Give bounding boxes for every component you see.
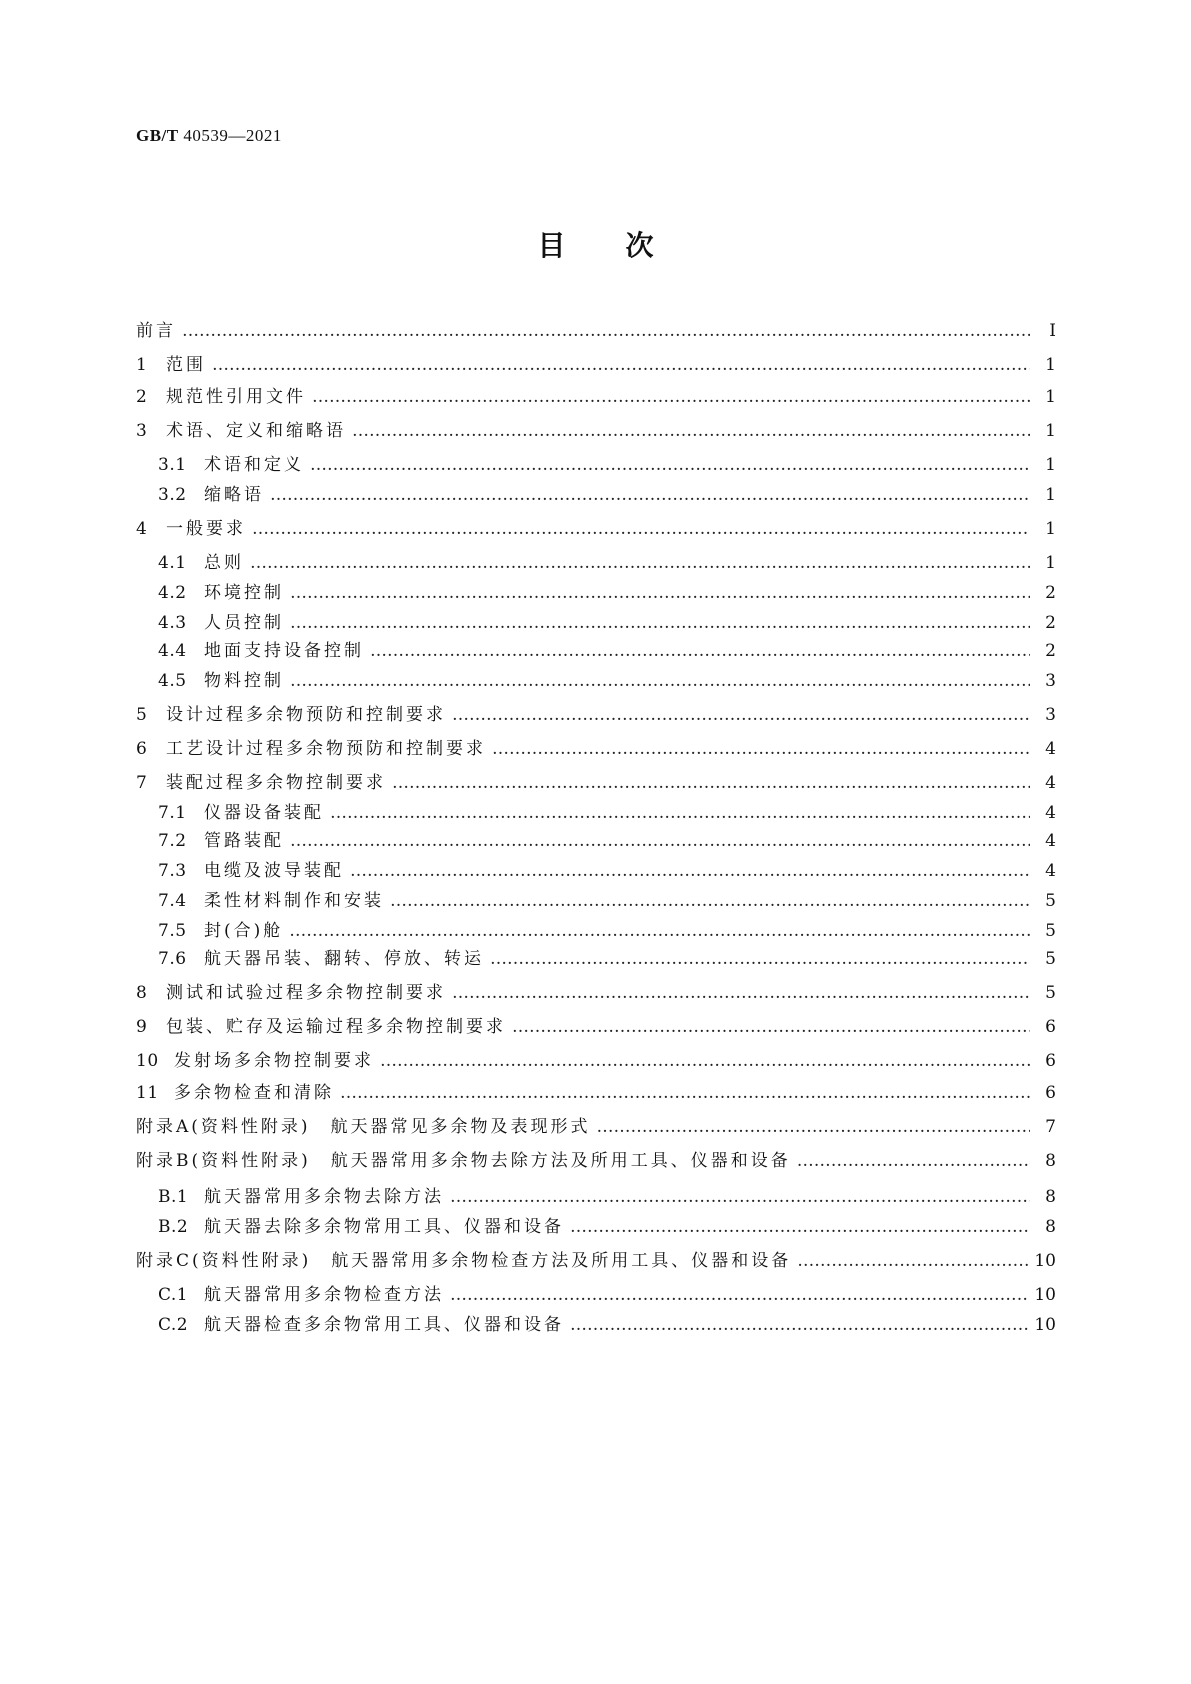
toc-entry-number: 9 bbox=[136, 1017, 148, 1037]
dot-leader bbox=[390, 891, 1030, 911]
toc-entry-page: 4 bbox=[1045, 773, 1056, 793]
dot-leader bbox=[290, 671, 1030, 691]
toc-entry[interactable] bbox=[158, 666, 1056, 690]
standard-code bbox=[136, 126, 282, 146]
toc-entry-number: 4.3 bbox=[158, 613, 187, 633]
toc-entry-page: 5 bbox=[1045, 983, 1056, 1003]
toc-entry-page: 8 bbox=[1045, 1187, 1056, 1207]
toc-entry-number: 1 bbox=[136, 355, 148, 375]
toc-entry-label: 附录B(资料性附录) 航天器常用多余物去除方法及所用工具、仪器和设备 bbox=[136, 1151, 791, 1171]
toc-entry-page: 5 bbox=[1045, 921, 1056, 941]
toc-entry-label: 发射场多余物控制要求 bbox=[174, 1051, 374, 1071]
toc-entry-label: 术语和定义 bbox=[204, 455, 304, 475]
toc-entry[interactable] bbox=[136, 416, 1056, 440]
toc-entry-page: 8 bbox=[1045, 1151, 1056, 1171]
toc-entry-page: 2 bbox=[1045, 583, 1056, 603]
toc-entry-page: 3 bbox=[1045, 705, 1056, 725]
toc-entry[interactable] bbox=[158, 608, 1056, 632]
toc-entry-label: 规范性引用文件 bbox=[166, 387, 306, 407]
toc-entry-label: 航天器检查多余物常用工具、仪器和设备 bbox=[204, 1315, 564, 1335]
toc-entry-number: 4.4 bbox=[158, 641, 187, 661]
toc-entry-number: 7 bbox=[136, 773, 148, 793]
toc-entry-number: B.2 bbox=[158, 1217, 189, 1237]
toc-entry-page: Ⅰ bbox=[1049, 321, 1056, 341]
toc-entry-label: 包装、贮存及运输过程多余物控制要求 bbox=[166, 1017, 506, 1037]
toc-entry-label: 附录A(资料性附录) 航天器常见多余物及表现形式 bbox=[136, 1117, 591, 1137]
standard-code-prefix: GB/T bbox=[136, 126, 179, 145]
toc-entry[interactable] bbox=[136, 350, 1056, 374]
dot-leader bbox=[797, 1251, 1028, 1271]
toc-entry-number: 7.6 bbox=[158, 949, 187, 969]
toc-entry-label: 航天器常用多余物检查方法 bbox=[204, 1285, 444, 1305]
toc-entry[interactable] bbox=[158, 1212, 1056, 1236]
toc-entry-number: 4 bbox=[136, 519, 148, 539]
dot-leader bbox=[290, 831, 1030, 851]
dot-leader bbox=[450, 1187, 1030, 1207]
toc-entry-number: 4.2 bbox=[158, 583, 187, 603]
dot-leader bbox=[370, 641, 1030, 661]
toc-entry-label: 一般要求 bbox=[166, 519, 246, 539]
toc-entry-label: 多余物检查和清除 bbox=[174, 1083, 334, 1103]
toc-entry-label: 仪器设备装配 bbox=[204, 803, 324, 823]
dot-leader bbox=[330, 803, 1030, 823]
toc-entry-number: B.1 bbox=[158, 1187, 189, 1207]
dot-leader bbox=[352, 421, 1030, 441]
dot-leader bbox=[450, 1285, 1028, 1305]
toc-entry-label: 工艺设计过程多余物预防和控制要求 bbox=[166, 739, 486, 759]
toc-entry-page: 10 bbox=[1034, 1315, 1056, 1335]
toc-entry-label: 术语、定义和缩略语 bbox=[166, 421, 346, 441]
dot-leader bbox=[252, 519, 1030, 539]
toc-entry-label: 柔性材料制作和安装 bbox=[204, 891, 384, 911]
toc-entry[interactable] bbox=[158, 856, 1056, 880]
toc-entry-label: 航天器吊装、翻转、停放、转运 bbox=[204, 949, 484, 969]
toc-entry-page: 6 bbox=[1045, 1017, 1056, 1037]
toc-entry-page: 1 bbox=[1045, 455, 1056, 475]
toc-entry-page: 1 bbox=[1045, 553, 1056, 573]
toc-entry[interactable] bbox=[158, 548, 1056, 572]
standard-code-number: 40539—2021 bbox=[183, 126, 282, 145]
toc-entry-number: C.1 bbox=[158, 1285, 189, 1305]
toc-entry[interactable] bbox=[136, 734, 1056, 758]
toc-entry-label: 管路装配 bbox=[204, 831, 284, 851]
toc-entry-number: C.2 bbox=[158, 1315, 189, 1335]
toc-entry-label: 物料控制 bbox=[204, 671, 284, 691]
dot-leader bbox=[570, 1217, 1030, 1237]
dot-leader bbox=[392, 773, 1030, 793]
toc-entry[interactable] bbox=[136, 1112, 1056, 1136]
toc-entry-label: 电缆及波导装配 bbox=[204, 861, 344, 881]
toc-entry-page: 6 bbox=[1045, 1051, 1056, 1071]
toc-entry-number: 7.3 bbox=[158, 861, 187, 881]
toc-entry-number: 6 bbox=[136, 739, 148, 759]
toc-entry-number: 7.2 bbox=[158, 831, 187, 851]
toc-entry[interactable] bbox=[136, 768, 1056, 792]
dot-leader bbox=[289, 921, 1030, 941]
toc-entry-label: 环境控制 bbox=[204, 583, 284, 603]
toc-entry-number: 5 bbox=[136, 705, 148, 725]
dot-leader bbox=[290, 583, 1030, 603]
dot-leader bbox=[310, 455, 1030, 475]
dot-leader bbox=[797, 1151, 1030, 1171]
toc-entry[interactable] bbox=[136, 316, 1056, 340]
toc-entry-number: 8 bbox=[136, 983, 148, 1003]
toc-entry-label: 装配过程多余物控制要求 bbox=[166, 773, 386, 793]
toc-entry-label: 总则 bbox=[204, 553, 244, 573]
toc-entry-label: 航天器常用多余物去除方法 bbox=[204, 1187, 444, 1207]
toc-entry-page: 4 bbox=[1045, 861, 1056, 881]
dot-leader bbox=[512, 1017, 1030, 1037]
dot-leader bbox=[380, 1051, 1030, 1071]
dot-leader bbox=[350, 861, 1030, 881]
dot-leader bbox=[570, 1315, 1028, 1335]
dot-leader bbox=[452, 983, 1030, 1003]
toc-entry[interactable] bbox=[158, 798, 1056, 822]
toc-entry[interactable] bbox=[158, 886, 1056, 910]
toc-entry-number: 7.5 bbox=[158, 921, 187, 941]
dot-leader bbox=[270, 485, 1030, 505]
toc-entry[interactable] bbox=[136, 1012, 1056, 1036]
toc-entry[interactable] bbox=[136, 1246, 1056, 1270]
toc-entry-number: 7.4 bbox=[158, 891, 187, 911]
dot-leader bbox=[290, 613, 1030, 633]
toc-entry-page: 6 bbox=[1045, 1083, 1056, 1103]
toc-entry[interactable] bbox=[136, 1078, 1056, 1102]
toc-entry-page: 1 bbox=[1045, 387, 1056, 407]
dot-leader bbox=[340, 1083, 1030, 1103]
page-title: 目次 bbox=[537, 229, 714, 262]
toc-entry[interactable] bbox=[136, 1046, 1056, 1070]
dot-leader bbox=[212, 355, 1030, 375]
toc-entry-page: 7 bbox=[1045, 1117, 1056, 1137]
toc-entry-page: 1 bbox=[1045, 519, 1056, 539]
dot-leader bbox=[452, 705, 1030, 725]
toc-entry[interactable] bbox=[136, 1146, 1056, 1170]
toc-entry-page: 10 bbox=[1034, 1251, 1056, 1271]
dot-leader bbox=[182, 321, 1030, 341]
toc-entry[interactable] bbox=[136, 382, 1056, 406]
toc-entry-label: 测试和试验过程多余物控制要求 bbox=[166, 983, 446, 1003]
toc-entry[interactable] bbox=[158, 916, 1056, 940]
toc-entry[interactable] bbox=[158, 450, 1056, 474]
toc-entry[interactable] bbox=[158, 578, 1056, 602]
toc-entry-label: 封(合)舱 bbox=[204, 921, 284, 941]
toc-entry-page: 2 bbox=[1045, 641, 1056, 661]
toc-entry-number: 7.1 bbox=[158, 803, 187, 823]
toc-entry-label: 航天器去除多余物常用工具、仪器和设备 bbox=[204, 1217, 564, 1237]
toc-entry-number: 10 bbox=[136, 1051, 159, 1071]
toc-entry[interactable] bbox=[158, 1182, 1056, 1206]
dot-leader bbox=[597, 1117, 1030, 1137]
toc-entry-label: 附录C(资料性附录) 航天器常用多余物检查方法及所用工具、仪器和设备 bbox=[136, 1251, 792, 1271]
toc-entry-page: 3 bbox=[1045, 671, 1056, 691]
toc-entry-page: 5 bbox=[1045, 891, 1056, 911]
toc-entry[interactable] bbox=[158, 480, 1056, 504]
toc-entry[interactable] bbox=[136, 700, 1056, 724]
dot-leader bbox=[250, 553, 1030, 573]
toc-entry-number: 4.5 bbox=[158, 671, 187, 691]
toc-entry-page: 4 bbox=[1045, 739, 1056, 759]
toc-entry[interactable] bbox=[158, 636, 1056, 660]
toc-entry-label: 设计过程多余物预防和控制要求 bbox=[166, 705, 446, 725]
toc-entry-number: 4.1 bbox=[158, 553, 187, 573]
toc-entry-page: 1 bbox=[1045, 355, 1056, 375]
toc-entry[interactable] bbox=[158, 944, 1056, 968]
toc-entry[interactable] bbox=[158, 1310, 1056, 1334]
toc-entry-page: 1 bbox=[1045, 421, 1056, 441]
toc-entry-label: 地面支持设备控制 bbox=[204, 641, 364, 661]
toc-entry-number: 3 bbox=[136, 421, 148, 441]
dot-leader bbox=[490, 949, 1030, 969]
toc-entry-label: 缩略语 bbox=[204, 485, 264, 505]
toc-entry[interactable] bbox=[136, 978, 1056, 1002]
toc-entry-number: 3.1 bbox=[158, 455, 187, 475]
toc-entry-page: 2 bbox=[1045, 613, 1056, 633]
toc-entry-number: 2 bbox=[136, 387, 148, 407]
toc-entry[interactable] bbox=[158, 1280, 1056, 1304]
toc-entry-number: 3.2 bbox=[158, 485, 187, 505]
toc-entry-page: 4 bbox=[1045, 803, 1056, 823]
toc-entry-page: 1 bbox=[1045, 485, 1056, 505]
toc-entry[interactable] bbox=[136, 514, 1056, 538]
toc-entry-number: 11 bbox=[136, 1083, 159, 1103]
toc-entry-page: 10 bbox=[1034, 1285, 1056, 1305]
toc-entry-page: 8 bbox=[1045, 1217, 1056, 1237]
toc-entry-label: 范围 bbox=[166, 355, 206, 375]
toc-entry-page: 5 bbox=[1045, 949, 1056, 969]
toc-entry-label: 人员控制 bbox=[204, 613, 284, 633]
dot-leader bbox=[312, 387, 1030, 407]
dot-leader bbox=[492, 739, 1030, 759]
toc-entry[interactable] bbox=[158, 826, 1056, 850]
toc-entry-page: 4 bbox=[1045, 831, 1056, 851]
toc-entry-label: 前言 bbox=[136, 321, 176, 341]
